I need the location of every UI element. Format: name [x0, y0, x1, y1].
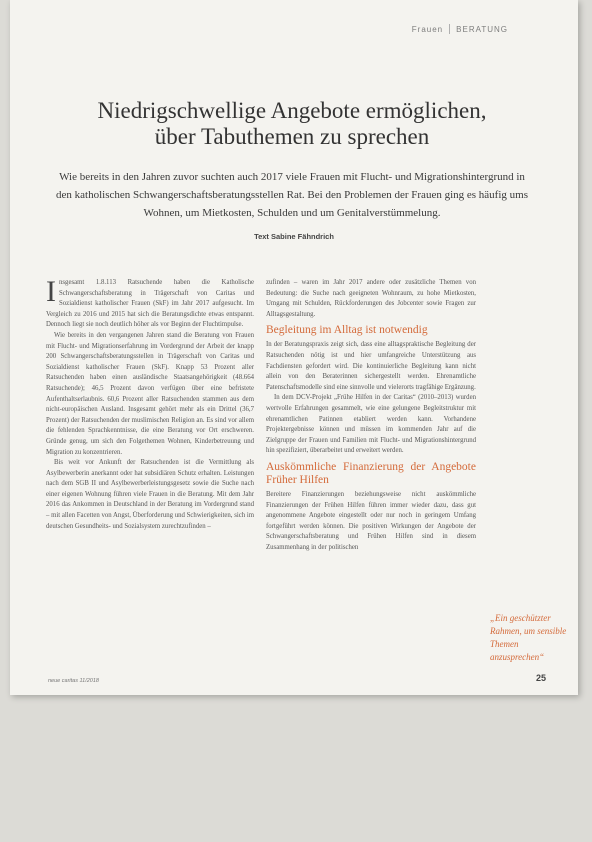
magazine-page [10, 0, 578, 695]
col2-section1-paragraph-2: In dem DCV-Projekt „Frühe Hilfen in der Caritas“ (2010–2013) wurden wertvolle Erfahrungen gesammelt, wie eine gelungene Begleitstruktur mit ehrenamtlichen Patinnen etabliert werden kann. Vorhandene Projektergebnisse können und müssen im kommenden Jahr auf die Zielgruppe der Frauen und Familien mit Flucht- und Migrationshintergrund hin spezifiziert, überarbeitet und erweitert werden. [266, 394, 476, 455]
headline-line-2: über Tabuthemen zu sprechen [154, 124, 430, 149]
headline-line-1: Niedrigschwellige Angebote ermöglichen, [97, 98, 487, 123]
col1-paragraph-1-text: nsgesamt 1.8.113 Ratsuchende haben die Katholische Schwangerschaftsberatung in Trägerschaft von Caritas und Sozialdienst katholischer Frauen (SkF) im Jahr 2017 aufgesucht. Im Vergleich zu 2016 und 2015 hat sich die Beratungsdichte etwas entspannt. Dennoch liegt sie noch deutlich höher als vor Beginn der Fluchtimpulse. [46, 279, 254, 329]
page-header [412, 24, 508, 34]
page-number: 25 [536, 673, 547, 683]
col2-section1-paragraph-1: In der Beratungspraxis zeigt sich, dass eine alltagspraktische Begleitung der Ratsuchenden nötig ist und hier umfangreiche Unterstützung aus Fachdiensten gefordert wird. Die kontinuierliche Begleitung kann nicht allein von den Beraterinnen sichergestellt werden. Ehrenamtliche Patenschaftsmodelle sind eine sinnvolle und vielerorts tragfähige Ergänzung. [266, 341, 476, 391]
subhead-finanzierung: Auskömmliche Finanzierung der Angebote Früher Hilfen [266, 460, 476, 486]
article-headline [50, 98, 534, 150]
body-column-2 [266, 278, 476, 553]
header-divider [449, 24, 450, 34]
drop-cap: I [46, 275, 56, 308]
col1-paragraph-2: Wie bereits in den vergangenen Jahren stand die Beratung von Frauen mit Flucht- und Migrationserfahrung im Vordergrund der Arbeit der knapp 200 Schwangerschaftsberatungsstellen in Trägerschaft von Caritas und Sozialdienst katholischer Frauen (SkF). Knapp 53 Prozent aller Ratsuchenden haben einen ausländische Staatsangehörigkeit (48.664 Ratsuchende); 46,5 Prozent davon verfügen über eine befristete Aufenthaltserlaubnis. 60,6 Prozent aller Ratsuchenden stammen aus dem nicht-europäischen Ausland. Insgesamt gehört mehr als ein Drittel (36,7 Prozent) der Ratsuchenden der muslimischen Religion an. Es sind vor allem die fehlenden Sprachkenntnisse, die eine Beratung vor Ort erschweren. Gründe genug, um sich den Folgethemen Wohnen, Kinderbetreuung und Migration zu konzentrieren. [46, 331, 254, 456]
subhead-begleitung: Begleitung im Alltag ist notwendig [266, 324, 428, 337]
header-section: Frauen [411, 24, 444, 34]
article-lead: Wie bereits in den Jahren zuvor suchten auch 2017 viele Frauen mit Flucht- und Migrationshintergrund in den katholischen Schwangerschaftsberatungsstellen Rat. Bei den Problemen der Frauen ging es häufig ums Wohnen, um Mietkosten, Schulden und um Genitalverstümmelung. [56, 171, 528, 219]
col2-intro: zufinden – waren im Jahr 2017 andere oder zusätzliche Themen von Bedeutung: die Suche nach geeigneten Wohnraum, zu hohe Mietkosten, Umgang mit Schulden, Rückforderungen des Jobcenter sowie Fragen zur Alltagsgestaltung. [266, 279, 476, 318]
article-author: Text Sabine Fähndrich [254, 232, 334, 241]
col2-section2-paragraph-1: Bereitere Finanzierungen beziehungsweise nicht auskömmliche Finanzierungen der Frühen Hilfen führen immer wieder dazu, dass gut angenommene Angebote eingestellt oder nur noch in geringem Umfang fortgeführt werden können. Die positiven Wirkungen der Angebote der Schwangerschaftsberatung und Frühen Hilfen sind in diesem Zusammenhang in der politischen [266, 490, 476, 551]
footer-magazine: neue caritas 11/2018 [48, 678, 99, 684]
header-category: BERATUNG [456, 24, 508, 34]
pull-quote: „Ein geschützter Rahmen, um sensible Themen anzusprechen“ [490, 613, 567, 662]
col1-paragraph-1 [46, 275, 254, 331]
body-column-1 [46, 275, 255, 532]
col1-paragraph-3: Bis weit vor Ankunft der Ratsuchenden ist die Vermittlung als Asylbewerberin anerkannt oder hat subsidiären Schutz erhalten. Leistungen nach dem SGB II und Asylbewerberleistungsgesetz sowie die Suche nach einer eigenen Wohnung führen viele Frauen in die Beratung. Mit dem Jahr 2016 das Ankommen in Deutschland in der Beratung im Vordergrund stand – mit allen Facetten von Angst, Überforderung und Schwierigkeiten, sich im deutschen Gesundheits- und Sozialsystem zurechtzufinden – [46, 459, 255, 530]
